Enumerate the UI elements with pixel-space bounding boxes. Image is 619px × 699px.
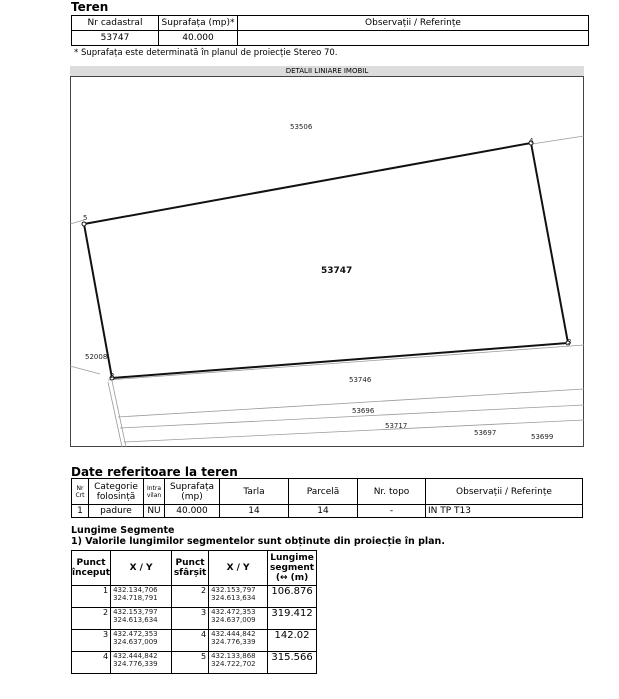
parcel-polygon [84,143,568,378]
segment-row [72,652,317,674]
parcel-plan [70,76,584,447]
header-lungime: Lungime segment (↔ (m) [268,551,317,586]
segment-length: 315.566 [268,652,317,674]
header-tarla: Tarla [220,479,289,505]
segment-length: 319.412 [268,608,317,630]
vertex-label-4: 4 [529,137,534,145]
header-intravilan: Intra vilan [144,479,165,505]
header-suprafata: Suprafața (mp) [165,479,220,505]
segments-title: Lungime Segmente [71,525,175,536]
header-nr-topo: Nr. topo [358,479,426,505]
segment-end: 5 [172,652,209,674]
neighbour-label-south: 53746 [349,376,372,384]
teren-footnote: * Suprafața este determinată în planul de proiecție Stereo 70. [74,48,338,58]
header-parcela: Parcelă [289,479,358,505]
header-categorie: Categorie folosință [89,479,144,505]
cell-nr-topo: - [358,505,426,518]
cell-nr-cadastral: 53747 [72,31,159,46]
plan-title: DETALII LINIARE IMOBIL [70,66,584,76]
segment-length: 142.02 [268,630,317,652]
segments-table [71,550,317,674]
date-table [71,478,583,518]
segment-length: 106.876 [268,586,317,608]
neighbour-lines [70,136,584,447]
neighbour-label-53699: 53699 [531,433,554,441]
segment-start-xy: 432.472,353 324.637,009 [111,630,172,652]
header-nr-crt: Nr Crt [72,479,89,505]
cell-intravilan: NU [144,505,165,518]
cell-tarla: 14 [220,505,289,518]
segment-end-xy: 432.153,797 324.613,634 [209,586,268,608]
segment-start-xy: 432.134,706 324.718,791 [111,586,172,608]
vertex-label-3: 3 [567,338,572,346]
teren-table [71,15,589,46]
segment-row [72,608,317,630]
segment-row [72,586,317,608]
segment-row [72,630,317,652]
header-punct-sfarsit: Punct sfârșit [172,551,209,586]
segment-start-xy: 432.444,842 324.776,339 [111,652,172,674]
cell-suprafata: 40.000 [165,505,220,518]
vertex-label-2: 2 [110,372,115,380]
neighbour-label-west: 52008 [85,353,108,361]
header-observatii: Observații / Referințe [426,479,583,505]
cell-observatii [238,31,589,46]
neighbour-label-53717: 53717 [385,422,408,430]
segment-start: 4 [72,652,111,674]
segment-end-xy: 432.444,842 324.776,339 [209,630,268,652]
segment-start: 2 [72,608,111,630]
header-observatii: Observații / Referințe [238,16,589,31]
header-punct-inceput: Punct început [72,551,111,586]
vertex-label-5: 5 [83,214,88,222]
date-title: Date referitoare la teren [71,465,238,479]
segment-start: 3 [72,630,111,652]
neighbour-label-53697: 53697 [474,429,497,437]
segment-end-xy: 432.472,353 324.637,009 [209,608,268,630]
segments-heading [71,525,445,547]
cell-parcela: 14 [289,505,358,518]
segment-end: 3 [172,608,209,630]
plan-frame [71,77,584,447]
header-xy-start: X / Y [111,551,172,586]
cell-suprafata: 40.000 [159,31,238,46]
neighbour-label-53696: 53696 [352,407,375,415]
cell-observatii: IN TP T13 [426,505,583,518]
segment-end: 2 [172,586,209,608]
parcel-label: 53747 [321,266,353,276]
segment-start-xy: 432.153,797 324.613,634 [111,608,172,630]
header-xy-end: X / Y [209,551,268,586]
header-suprafata: Suprafața (mp)* [159,16,238,31]
cell-nr-crt: 1 [72,505,89,518]
segments-subtitle: 1) Valorile lungimilor segmentelor sunt obținute din proiecție în plan. [71,536,445,547]
vertex-markers [82,141,570,380]
neighbour-label-north: 53506 [290,123,313,131]
cell-categorie: padure [89,505,144,518]
header-nr-cadastral: Nr cadastral [72,16,159,31]
teren-title: Teren [71,0,109,14]
segment-end-xy: 432.133,868 324.722,702 [209,652,268,674]
segment-end: 4 [172,630,209,652]
segment-start: 1 [72,586,111,608]
